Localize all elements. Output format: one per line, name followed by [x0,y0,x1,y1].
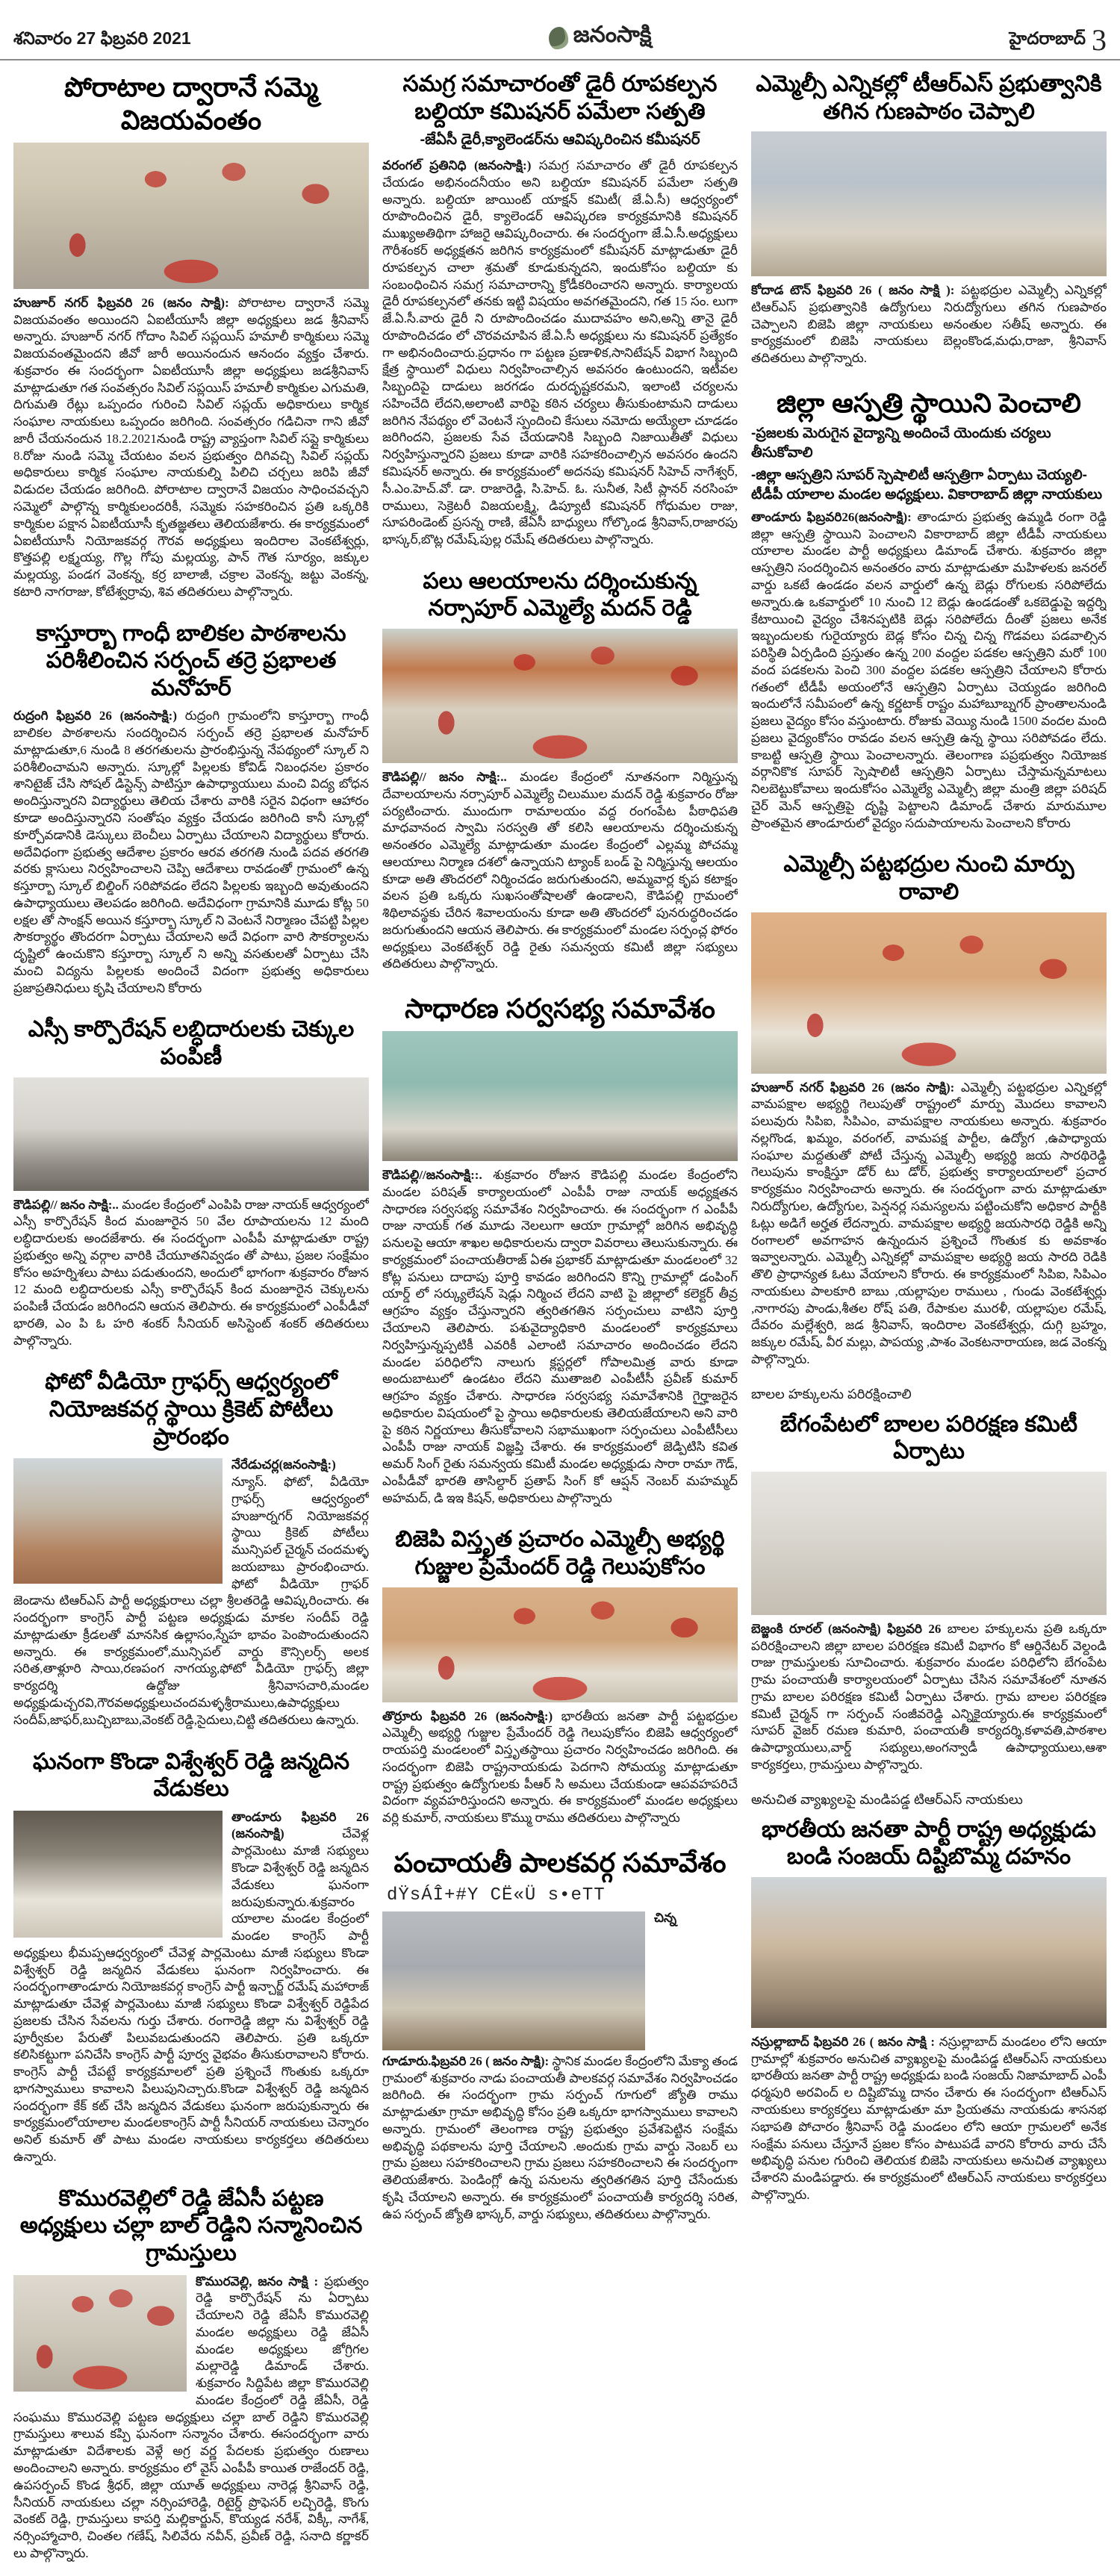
article-effigy-burning [751,1788,1107,2207]
brand-name: జనంసాక్షి [573,22,652,47]
article-headline: ఎమ్మెల్సీ ఎన్నికల్లో టీఆర్‌ఎస్ ప్రభుత్వానికి తగిన గుణపాఠం చెప్పాలి [756,72,1102,124]
photo-child-protection-oath [751,1472,1107,1615]
photo-left-parties-campaign [751,912,1107,1074]
middle-column [382,65,738,2576]
photo-temple-visit [382,629,738,763]
article-body: పోరాటాల ద్వారానే సమ్మె విజయవంతం అయిందని ఏఐటీయూసీ జిల్లా అధ్యక్షులు జడ శ్రీనివాస్ అన్నారు. హుజూర్ నగర్ గోదాం సివిల్ సప్లయిస్ హమాలీ కార్మికులు సమ్మె విజయవంతమైందని జీవో జారీ అయినందున ఆనందం వ్యక్తం చేశారు. శుక్రవారం ఈ సందర్భంగా ఏఐటీయూసీ జిల్లా అధ్యక్షులు జడశ్రీనివాస్ మాట్లాడుతూ గత సంవత్సరం సివిల్ సప్లయిస్ హమాలీ కార్మికుల ఎగుమతి, దిగుమతి రేట్లు ఒప్పందం గురించి సివిల్ సప్లయ్ అధికారులు కార్మిక సంఘాల నాయకులు ఒప్పందం జరిగింది. సంవత్సరం గడిచినా గాని జీవో జారీ చేయనందున 18.2.2021నుండి రాష్ట్ర వ్యాప్తంగా సివిల్ సప్లై కార్మికులు 8.రోజు నుండి సమ్మె చేయటం వలన ప్రభుత్వం దిగివచ్చి సివిల్ సప్లయ్ అధికారులు కార్మిక సంఘాల నాయకుల్ని పిలిచి చర్చలు జరిపి జీవో విడుదల చేయడం జరిగింది. పోరాటాల ద్వారానే విజయం సాధించవచ్చని సమ్మెలో పాల్గొన్న కార్మికులందరికీ, సమ్మెకు సహకరించిన ప్రతి ఒక్కరికి కార్మికుల పక్షాన ఏఐటీయూసీ కృతజ్ఞతలు తెలియజేశారు. ఈ కార్యక్రమంలో ఏఐటీయూసీ నియోజకవర్గ గౌరవ అధ్యక్షులు ఇందిరాల వెంకటేశ్వర్లు, కొత్తపల్లి లక్ష్మయ్య, గొల్ల గోపు మల్లయ్య, పాన్ గౌత సూర్యం, జక్కుల మల్లయ్య, పండగ వెంకన్న, కర్ర బాలాజీ, చక్రాల వెంకన్న, జట్టు వెంకన్న, కటారి నాగరాజు, కోటేశ్వర్రావు, శివ తదితరులు పాల్గొన్నారు. [13,295,369,599]
article-headline: సాధారణ సర్వసభ్య సమావేశం [405,993,715,1024]
photo-cheque-distribution [13,1077,369,1191]
article-child-protection-committee [751,1382,1107,1777]
article-dateline: రుద్రంగి ఫిబ్రవరి 26 (జనంసాక్షి:) [13,709,177,724]
photo-bjp-leaders-pamphlets [751,131,1107,276]
article-dateline: నేరేడుచర్ల(జనంసాక్షి:) [231,1457,336,1472]
article-headline: పోరాటాల ద్వారానే సమ్మె విజయవంతం [63,72,318,135]
article-panchayat-meeting [382,1841,738,2227]
article-mla-temple-visit [382,562,738,976]
article-body: మండల కేంద్రంలో నూతనంగా నిర్మిస్తున్న దేవాలయాలను నర్సాపూర్ ఎమ్మెల్యే చిలుముల మదన్ రెడ్డి శుక్రవారం రోజు పర్యటించారు. ముందుగా రామాలయం వద్ద రంగంపేట పీఠాధిపతి మాధవానంద స్వామి సరస్వతి తో కలిసి ఆలయాలను దర్శించుకున్న అనంతరం ఎమ్మెల్యే మాట్లాడుతూ మండల కేంద్రంలో ఎల్లమ్మ పోచమ్మ ఆలయాలు నిర్మాణ దశలో ఉన్నాయని ట్యాంక్ బండ్ పై నిర్మిస్తున్న ఆలయం కూడా అతి తొందరలో నిర్మించడం జరుగుతుందని, అమ్మవార్ల కృప కటాక్షం వలన ప్రతి ఒక్కరు సుఖసంతోషాలతో ఉండాలని, కౌడిపల్లి గ్రామంలో శిథిలావస్థకు చేరిన శివాలయంను కూడా అతి తొందరలో పునరుద్ధరించడం జరుగుతుందని ఆయన తెలిపారు. ఈ కార్యక్రమంలో మండల సర్పంచ్ల ఫోరం అధ్యక్షులు వెంకటేశ్వర్ రెడ్డి రైతు సమన్వయ కమిటీ జిల్లా సభ్యులు తదితరులు పాల్గొన్నారు. [382,769,738,971]
article-dateline: బెజ్జంకి రూరల్ (జనంసాక్షి) ఫిబ్రవరి 26 [751,1621,942,1636]
article-birthday-celebrations [13,1743,369,2169]
city-label: హైదరాబాద్ [1009,28,1086,48]
article-headline: సమగ్ర సమాచారంతో డైరీ రూపకల్పన బల్దియా కమిషనర్ పమేలా సత్పతి [402,72,718,124]
article-body: ప్రభుత్వం రెడ్డి కార్పొరేషన్ ను ఏర్పాటు చేయాలని రెడ్డి జేఏసీ కొమురవెల్లి మండల అధ్యక్షులు రెడ్డి జేఏసీ మండల అధ్యక్షులు జోగ్రిగల మల్లారెడ్డి డిమాండ్ చేశారు. శుక్రవారం సిద్దిపేట జిల్లా కొమురవెల్లి మండల కేంద్రంలో రెడ్డి జేఏసీ, రెడ్డి సంఘము కొమురవెల్లి పట్టణ అధ్యక్షులు చల్లా బాల్ రెడ్డిని కొమురవెల్లి గ్రామస్తులు శాలువ కప్పి ఘనంగా సన్మానం చేశారు. ఈసందర్భంగా వారు మాట్లాడుతూ విదేశాలకు వెళ్లే అగ్ర వర్ణ పేదలకు ప్రభుత్వం రుణాలు అందించాలని అన్నారు. కార్యక్రమం లో వైస్ ఎంపీపీ కాయిత రాజేందర్ రెడ్డి, ఉపసర్పంచ్ కొండ శ్రీధర్, జిల్లా యూత్ అధ్యక్షులు నారెడ్ల శ్రీనివాస్ రెడ్డి, సీనియర్ నాయకులు చల్లా నర్సింహారెడ్డి, రిటైర్డ్ ప్రొఫెసర్ లచ్చిరెడ్డి, కొంగు వెంకట్ రెడ్డి, గ్రామస్తులు కాపర్తి మల్లికార్జున్, కొయ్యడ నరేశ్, విక్కీ, నాగేశ్, నర్సింహ్మాచారి, చింతల గణేష్, సిలివేరు నవీన్, ప్రవీణ్ రెడ్డి, సనాది కర్ణాకర్ లు పాల్గొన్నారు. [13,2274,369,2560]
article-dateline: కౌడిపల్లి// జనం సాక్షి:.. [13,1197,119,1212]
article-headline: బిజెపి విస్తృత ప్రచారం ఎమ్మెల్సీ అభ్యర్థి గుజ్జుల ప్రేమేందర్ రెడ్డి గెలుపుకోసం [395,1527,725,1579]
article-body: చేవెళ్ల పార్లమెంటు మాజీ సభ్యులు కొండా విశ్వేశ్వర్ రెడ్డి జన్మదిన వేడుకలు ఘనంగా జరుపుకున్నారు.శుక్రవారం యాలాల మండల కేంద్రంలో మండల కాంగ్రెస్ పార్టీ అధ్యక్షులు భీమప్పఆధ్వర్యంలో చేవెళ్ల పార్లమెంటు మాజీ సభ్యులు కొండా విశ్వేశ్వర్ రెడ్డి జన్మదిన వేడుకలు ఘనంగా నిర్వహించారు. ఈ సందర్భంగాతాండూరు నియోజకవర్గ కాంగ్రెస్ పార్టీ ఇన్చార్జ్ రమేష్ మహారాజ్ మాట్లాడుతూ చేవెళ్ల పార్లమెంటు మాజీ సభ్యులు కొండా విశ్వేశ్వర్ రెడ్డిపేద ప్రజలకు చేసిన సేవలను గుర్తు చేశారు. రంగారెడ్డి జిల్లా ను విశ్వేశ్వర్ రెడ్డి పూర్వీకుల పేరుతో పిలువబడుతుందని తెలిపారు. ప్రతి ఒక్కరూ కలిసికట్టుగా పనిచేసి కాంగ్రెస్ పార్టీ పూర్వ వైభవం తీసుకురావాలని కోరారు. కాంగ్రెస్ పార్టీ చేపట్టే కార్యక్రమాలలో ప్రతి ప్రశ్నించే గొంతుకు ఒక్కరూ భాగస్వాములు కావాలని పిలుపునిచ్చారు.కొండా విశ్వేశ్వర్ రెడ్డి జన్మదిన సందర్భంగా కేక్ కట్ చేసి జన్మదిన వేడుకలు ఘనంగా జరుపుకున్నారు ఈ కార్యక్రమంలోయాలాల మండలకాంగ్రెస్ పార్టీ సీనియర్ నాయకులు చెన్నారం అనిల్ కుమార్ తో పాటు మండల నాయకులు కార్యకర్తలు తదితరులు ఉన్నారు. [13,1826,369,2164]
article-body: రుద్రంగి గ్రామంలోని కాస్తూర్బా గాంధీ బాలికల పాఠశాలను సందర్శించిన సర్పంచ్ తర్రె ప్రభాలత మనోహర్ మాట్లాడుతూ,6 నుండి 8 తరగతులను ప్రారంభిస్తున్న నేపథ్యంలో స్కూల్ ని పరిశీలించామని అన్నారు. స్కూల్లో పిల్లలకు కోవిడ్ నిబంధనల ప్రకారం శానిటైజ్ చేసి సోషల్ డిస్టెన్స్ పాటిస్తూ ఉపాధ్యాయులు మంచి విద్య బోధన అందిస్తున్నారని విద్యార్థులు తెలియ చేశారు వారికి సరైన విధంగా ఆహారం కూడా అందిస్తున్నారని సంతోషం వ్యక్తం చేయడం జరిగింది కానీ స్కూల్లో కూర్చోవడానికి డెస్కులు బెంచీలు ఏర్పాటు చేయాలని విద్యార్థులు కోరారు. అదేవిధంగా ప్రభుత్వ ఆదేశాల ప్రకారం ఆరవ తరగతి నుండి పదవ తరగతి వరకు క్లాసులు నిర్వహించాలని చెప్పి ఆదేశాలు రావడంతో గ్రామంలో ఉన్న కస్తూర్బా స్కూల్ బిల్డింగ్ సరిపోవడం లేదని పిల్లలకు ఇబ్బంది అవుతుందని ఉపాధ్యాయులు తెలపడం జరిగింది. అదేవిధంగా గ్రామానికి మూడు కోట్ల 50 లక్షల తో సాంక్షన్ అయిన కస్తూర్బా స్కూల్ ని వెంటనే నిర్మాణం చేపట్టి పిల్లల సౌకర్యార్థం తొందరగా ఏర్పాటు చేయాలని అదే విధంగా వారి సౌకర్యాలను దృష్టిలో ఉంచుకొని కస్తూర్బా స్కూల్ ని అన్ని వసతులతో ఏర్పాటు చేసి మంచి విద్యను పిల్లలకు అందించే విదంగా ప్రభుత్వ అధికారులు ప్రజాప్రతినిధులు కృషి చేయాలని కోరారు [13,709,369,995]
page-columns [0,65,1120,2576]
article-dateline: తొర్రూరు ఫిబ్రవరి 26 (జనంసాక్షి:) [382,1708,553,1723]
article-headline: కాస్తూర్బా గాంధీ బాలికల పాఠశాలను పరిశీలించిన సర్పంచ్ తర్రె ప్రభాలత మనోహర్ [36,620,346,700]
article-bjp-campaign [382,1520,738,1830]
article-body: నస్రుల్లాబాద్ మండలం లోని ఆయా గ్రామాల్లో శుక్రవారం అనుచిత వ్యాఖ్యలపై మండిపడ్డ టిఆర్ఎస్ నాయకులు భారతీయ జనతా పార్టీ రాష్ట్ర అధ్యక్షుడు బండి సంజయ్ నిజామాబాద్ ఎంపీ ధర్మపురి అరవింద్ ల దిష్టిబొమ్మ దానం చేశారు ఈ సందర్భంగా టిఆర్ఎస్ నాయకులు కార్యకర్తలు మాట్లాడుతూ మా ప్రియతమ నాయకుడు శాసనభ సభాపతి పోచారం శ్రీనివాస్ రెడ్డి మండలం లోని ఆయా గ్రామలలో అనేక సంక్షేమ పనులు చేస్తూనే ప్రజల కోసం పాటుపడే వారని కోరారు వారు చేసే అభివృద్ధి పనుల గురించి తెలియక బిజెపి నాయకులు అనుచిత వ్యాఖ్యలు చేశారని మండిపడ్డారు. ఈ కార్యక్రమంలో టిఆర్ఎస్ నాయకులు కార్యకర్తలు పాల్గొన్నారు. [751,2034,1107,2202]
brand [549,22,652,53]
photo-felicitation-group [13,2275,187,2392]
photo-panchayat-meeting-room [382,1911,645,2050]
article-dateline: కౌడిపల్లి// జనం సాక్షి:.. [382,769,507,784]
article-dateline: తాండూరు ఫిబ్రవరి 26 (జనంసాక్షి) [231,1809,369,1841]
article-cricket-tournament [13,1363,369,1732]
left-column [13,65,369,2576]
article-headline: కొమురవెల్లిలో రెడ్డి జేఏసీ పట్టణ అధ్యక్షులు చల్లా బాల్ రెడ్డిని సన్మానించిన గ్రామస్తులు [19,2185,363,2265]
article-dateline: తాండూరు ఫిబ్రవరి26(జనంసాక్షి): [751,509,912,524]
photo-aituc-flags-group [13,143,369,289]
article-subhead-garbled: dŸsÁÎ+#Y CË«Ü s•eTT [387,1885,606,1905]
article-dateline: నస్రుల్లాబాద్ ఫిబ్రవరి 26 ( జనం సాక్షి : [751,2034,936,2049]
article-headline: ఘనంగా కొండా విశ్వేశ్వర్ రెడ్డి జన్మదిన వేడుకలు [32,1749,350,1802]
article-baldia-diary [382,65,738,552]
photo-cake-cutting [13,1811,223,1938]
masthead-rule [0,59,1120,60]
article-headline: బేగంపేటలో బాలల పరిరక్షణ కమిటీ ఏర్పాటు [780,1411,1078,1464]
article-dateline: కౌడిపల్లి//జనంసాక్షి::. [382,1168,482,1183]
photo-bjp-campaign-group [382,1587,738,1702]
article-headline: భారతీయ జనతా పార్టీ రాష్ట్ర అధ్యక్షుడు బండి సంజయ్ దిష్టిబొమ్మ దహనం [762,1817,1096,1870]
article-subhead: -జిల్లా ఆస్పత్రిని సూపర్ స్పెషాలిటీ ఆస్పత్రిగా ఏర్పాటు చెయ్యలి- టీడీపీ యాలాల మండల అధ్యక్షులు. వికారాబాద్ జిల్లా నాయకులు [751,467,1103,503]
article-headline: ఫోటో వీడియో గ్రాఫర్స్ ఆధ్వర్యంలో నియోజకవర్గ స్థాయి క్రికెట్ పోటీలు ప్రారంభం [45,1369,337,1449]
article-headline: పలు ఆలయాలను దర్శించుకున్న నర్సాపూర్ ఎమ్మెల్యే మదన్ రెడ్డి [423,568,697,621]
article-kasturba-school [13,615,369,1001]
article-strike-success [13,65,369,604]
article-body: బాలల హక్కులను ప్రతి ఒక్కరూ పరిరక్షించాలని జిల్లా బాలల పరిరక్షణ కమిటీ విభాగం కో ఆర్డినేటర్ వెల్దండి రాజు గ్రామస్తులకు సూచించారు. శుక్రవారం మండల పరిధిలోని బేగంపేట గ్రామ పంచాయతీ కార్యాలయంలో ఏర్పాటు చేసిన సమావేశంలో నూతన గ్రామ బాలల పరిరక్షణ కమిటీ ఏర్పాటు చేశారు. గ్రామ బాలల పరిరక్షణ కమిటీ చైర్మన్ గా సర్పంచ్ సంజీవరెడ్డి ఎన్నికైయ్యారు.ఈ కార్యక్రమంలో సూపర్ వైజర్ రమణ కుమారి, పంచాయతీ కార్యదర్శి,కళావతి,పాఠశాల ఉపాధ్యాయులు,వార్డ్ సభ్యులు,అంగన్వాడీ ఉపాధ్యాయులు,ఆశా కార్యకర్తలు, గ్రామస్తులు పాల్గొన్నారు. [751,1621,1107,1772]
article-kicker: అనుచిత వ్యాఖ్యలపై మండిపడ్డ టిఆర్ఎస్ నాయకులు [751,1791,1023,1807]
article-body: ఎమ్మెల్సీ పట్టభద్రుల ఎన్నికల్లో వామపక్షాల అభ్యర్థి గెలుపుతో రాష్ట్రంలో మార్పు మొదలు కావాలని పలువురు సిపిఐ, సిపిఎం, వామపక్షాల నాయకులు అన్నారు. శుక్రవారం నల్లగొండ, ఖమ్మం, వరంగల్, వామపక్ష పార్టీల, ఉద్యోగ ,ఉపాధ్యాయ సంఘాల మద్దతుతో పోటీ చేస్తున్న ఎమ్మెల్సీ అభ్యర్థి జయ సారథిరెడ్డి గెలుపును కాంక్షిస్తూ డోర్ టు డోర్, ప్రభుత్వ కార్యాలయాలలో ప్రచార కార్యక్రమం నిర్వహించారు అన్నారు. ఈ సందర్భంగా వారు మాట్లాడుతూ నిరుద్యోగుల, ఉద్యోగుల, పెన్షనర్ల సమస్యలను పట్టించుకోని అధికార పార్టీకి ఓట్లు అడిగే అర్హత లేదన్నారు. వామపక్షాల అభ్యర్థి జయసారధి రెడ్డికి అన్ని రంగాలలో అవగాహన ఉన్నందున ప్రశ్నించే గొంతుక కు అవకాశం ఇవ్వాలన్నారు. ఎమ్మెల్సీ ఎన్నికల్లో వామపక్షాల అభ్యర్థి జయ సారది రెడికి తొలి ప్రాధాన్యత ఓటు వేయాలని కోరారు. ఈ కార్యక్రమంలో సిపిఐ, సిపిఎం నాయకులు పాలకూరి బాబు ,యల్లాపుల రాములు , గుండు వెంకటేశ్వర్లు ,నాగారపు పాండు,శీతల రోష్ పతి, రేపాకుల మురళీ, యల్లాపుల రమేష్, దేవరం మల్లేశ్వరి, జడ శ్రీనివాస్, ఇందిరాల వెంకటేశ్వర్లు, దుగ్గి బ్రహ్మం, జక్కుల రమేష్, వీర మల్లు, పాపయ్య ,పాశం వెంకటనారాయణ, జడ వెంకన్న పాల్గొన్నారు. [751,1080,1107,1366]
article-body: తాండూరు ప్రభుత్వ ఉమ్మడి రంగా రెడ్డి జిల్లా ఆస్పత్రి స్థాయిని పెంచాలని వికారాబాద్ జిల్లా టీడీపీ నాయకులు యాలాల మండల పార్టీ అధ్యక్షులు డిమాండ్ చేశారు. శుక్రవారం జిల్లా ఆస్పత్రిని సందర్శించిన అనంతరం వారు మాట్లాడుతూ మహిళలకు జనరల్ వార్డు ఒకటే ఉండడం వలన వార్డులో ఉన్న బెడ్లు రోగులకు సరిపోలేదు అన్నారు.ఉ ఒకవార్డులో 10 నుంచి 12 బెడ్లు ఉండడంతో ఒకబెడ్డుపై ఇద్దర్ని కేటాయించి వైద్యం చేశినప్పటికి బెడ్లు సరిపోలేదు దీంతో ప్రజలు అనేక ఇబ్బందులకు గురైయ్యారు బెడ్ల కోసం చిన్న చిన్న గొడవలు పడవాల్సిన పరిస్థితి ఏర్పడింది ప్రస్తుతం ఉన్న 200 వంద్దల పడకల ఆస్పత్రిని మరో 100 వంద పడకలను పెంచి 300 వంద్దల పడకల ఆస్పత్రిని చేయాలని కోరారు గతంలో టీడీపీ అయంలోనే ఆస్పత్రిని ఏర్పాటు చెయ్యడం జరిగింది ఇందులోనే సమీపంలో ఉన్న కర్ణటాక్ రాష్టం మహాబూబ్నగర్ ప్రాంతాలనుండి ప్రజలు వైద్యం కోసం వస్తుంటారు. రోజుకు వెయ్యి నుండి 1500 వందల మంది ప్రజలు వైద్యంకోసం రావడం వలన ఆస్పత్రి ఉన్న స్థాయి సరిపోవడం లేదు. కాబట్టి ఆస్పత్రి స్థాయి పెంచాలన్నారు. తెలంగాణ పప్రభుత్వం నియోజక వర్గానికొక సూపర్ స్పెషాలిటీ ఆస్పత్రిని ఏర్పాటు చేస్తామన్నమాటలు నిలబెట్టుకోవాలు ఇందుకోసం ఎమ్మెల్యే ఎమ్మెల్సీ జిల్లా మంత్రి జిల్లా పరిషద్ చైర్ మెన్ ఆస్పత్రిపై దృష్టి పెట్టాలని డిమాండ్ చేశారు మారుమూల ప్రాంతమైన తాండూరులో వైద్యం సదుపాయాలను పెంచాలని కోరారు [751,509,1107,830]
article-dateline: చిన్న గూడూరు.ఫిబ్రవరి 26 ( జనం సాక్షి): [382,1910,677,2068]
article-reddy-jac-felicitation [13,2180,369,2566]
article-body: పట్టభద్రుల ఎమ్మెల్సీ ఎన్నికల్లో టిఆర్ఎస్ ప్రభుత్వానికి ఉద్యోగులు నిరుద్యోగులు తగిన గుణపాఠం చెప్పాలని బిజెపి జిల్లా నాయకులు అనంతుల సతీష్ అన్నారు. ఈ కార్యక్రమంలో బిజెపి నాయకులు బెల్లంకొండ,మధు,రాజా, శ్రీనివాస్ తదితరులు పాల్గొన్నారు. [751,283,1107,366]
article-general-body-meeting [382,986,738,1510]
article-headline: ఎమ్మెల్సీ పట్టభద్రుల నుంచి మార్పు రావాలి [783,852,1074,905]
right-column [751,65,1107,2576]
photo-general-body-meeting [382,1031,738,1161]
article-body: సమగ్ర సమాచారం తో డైరీ రూపకల్పన చేయడం అభినందనీయం అని బల్దియా కమిషనర్ పమేలా సత్పతి అన్నారు. బల్దియా జాయింట్ యాక్షన్ కమిటీ( జే.ఏ.సీ) ఆధ్వర్యంలో రూపొందించిన డైరీ, క్యాలెండర్ ఆవిష్కరణ కార్యక్రమానికి కమిషనర్ ముఖ్యఅతిథిగా హాజరై ఆవిష్కరించారు. ఈ సందర్భంగా జే.ఏ.సీ.అధ్యక్షులు గౌరీశంకర్ అధ్యక్షతన జరిగిన కార్యక్రమంలో కమీషనర్ మాట్లాడుతూ డైరీ రూపకల్పన చాలా శ్రమతో కూడుకున్నదని, ఇందుకోసం బల్దియా కు సంబంధించిన సమగ్ర సమాచారాన్ని క్రోడీకరించారని అన్నారు. కార్యాలయ డైరీ రూపకల్పనలో తనకు ఇట్టి విషయం అవగతమైందని, గత 15 సం. లుగా జే.ఏ.సీ.వారు డైరీ ని రూపొందించడం ముదావహం అని,అన్ని తానై డైరీ రూపొందిచడం లో చొరవచూపిన జే.ఏ.సీ అధ్యక్షులు ను కమిషనర్ ప్రత్యేకం గా అభినందించారు.ప్రధానం గా పట్టణ ప్రణాళిక,సానిటేషన్ విభాగ సిబ్బంది క్షేత్ర స్థాయిలో విధులు నిర్వహించాల్సిన అవసరం ఉంటుందని, ఇటీవల సిబ్బందిపై దాడులు జరగడం దురదృష్టకరమని, ఇలాంటి చర్యలను సహించేది లేదని,అలాంటి వారిపై కఠిన చర్యలు తీసుకుంటామని దాడులు జరిగిన నేపథ్యం లో వెంటనే స్పందించి కేసులు నమోదు అయ్యేలా చూడడం జరిగిందని, ప్రజలకు సేవ చేయడానికి సిబ్బంది నిజాయితీతో విధులు నిర్వహిస్తున్నారని ప్రజలు కూడా వారికి సహకరించాల్సిన అవసరం ఉందని కమిషనర్ అన్నారు. ఈ కార్యక్రమంలో అదనపు కమిషనర్ సిహెచ్ నాగేశ్వర్, సీ.ఎం.హెచ్.వో. డా. రాజారెడ్డి, సి.హెచ్. ఓ. సునీత, సిటీ ప్లానర్ నరసింహ రాములు, సెక్రెటరీ విజయలక్ష్మి, డిప్యూటీ కమిషనర్ గోధుమల రాజు, సూపరిండెంట్ ప్రసన్న రాణి, జేఏసీ బాధ్యులు గోల్కొండ శ్రీనివాస్,రాజారపు భాస్కర్,బొట్ల రమేష్,పుల్ల రమేష్ తదితరులు పాల్గొన్నారు. [382,158,738,547]
article-subhead: -జేఏసీ డైరీ,క్యాలెండర్‌ను ఆవిష్కరించిన కమీషనర్ [420,131,700,149]
article-headline: ఎస్సీ కార్పొరేషన్ లబ్ధిదారులకు చెక్కుల పంపిణీ [28,1017,355,1069]
article-headline: పంచాయతీ పాలకవర్గ సమావేశం [393,1847,727,1878]
masthead [0,0,1120,59]
article-dateline: హుజూర్ నగర్ ఫిబ్రవరి 26 (జనం సాక్షి): [13,295,229,310]
city-and-page [1009,23,1107,57]
article-dateline: వరంగల్ ప్రతినిధి (జనంసాక్షి:) [382,158,532,173]
article-dateline: కొమురవెల్లి, జనం సాక్షి : [196,2274,319,2289]
article-dateline: హుజూర్ నగర్ ఫిబ్రవరి 26 (జనం సాక్షి): [751,1080,955,1095]
article-mlc-graduates-change [751,845,1107,1371]
photo-effigy-burning-protest [751,1877,1107,2028]
article-sc-corporation-cheques [13,1010,369,1352]
page-date: శనివారం 27 ఫిబ్రవరి 2021 [13,28,191,48]
brand-logo-icon [549,27,568,49]
article-body: మండల కేంద్రంలో ఎంపిపి రాజు నాయక్ ఆధ్వర్యంలో ఎస్సీ కార్పొరేషన్ కింద మంజూరైన 50 వేల రూపాయలను 12 మంది లబ్ధిదారులకు అందజేశారు. ఈ సందర్భంగా ఎంపీపీ మాట్లాడుతూ రాష్ట్ర ప్రభుత్వం అన్ని వర్గాల వారికి చేయూతనివ్వడం తో పాటు, ప్రజల సంక్షేమం కోసం అహర్నిశలు పాటు పడుతుందని, అందులో భాగంగా శుక్రవారం రోజున 12 మంది లబ్ధిదారులకు ఎస్సీ కార్పొరేషన్ కింద మంజూరైన చెక్కులను పంపిణీ చేయడం జరిగిందని ఆయన తెలిపారు. ఈ కార్యక్రమంలో ఎంపీడీవో భారతి, ఎం పి ఓ హరి శంకర్ సీనియర్ అసిస్టెంట్ శంకర్ తదితరులు పాల్గొన్నారు. [13,1197,369,1348]
article-district-hospital [751,381,1107,835]
page-number: 3 [1092,23,1107,57]
article-trs-lesson [751,65,1107,370]
article-body: శుక్రవారం రోజున కౌడిపల్లి మండల కేంద్రంలోని మండల పరిషత్ కార్యాలయంలో ఎంపీపీ రాజు నాయక్ అధ్యక్షతన సాధారణ సర్వసభ్య సమావేశం నిర్వహించారు. ఈ సందర్భంగా గ ఎంపీపీ రాజు నాయక్ గత మూడు నెలలుగా ఆయా గ్రామాల్లో జరిగిన అభివృద్ధి పనులపై ఆయా శాఖల అధికారులను ద్వారా వివరాలు తెలుసుకున్నారు. ఈ కార్యక్రమంలో పంచాయతీరాజ్ ఏఈ ప్రభాకర్ మాట్లాడుతూ మండలంలో 32 కోట్ల పనులు దాదాపు పూర్తి కావడం జరిగిందని కొన్ని గ్రామాల్లో డంపింగ్ యార్డ్ లో సర్క్యులేషన్ షెడ్లు నిర్మించ లేదని వాటి పై జిల్లాలో కలెక్టర్ తీవ్ర ఆగ్రహం వ్యక్తం చేస్తున్నారని త్వరితగతిన సర్పంచులు వాటిని పూర్తి చేయాలని తెలిపారు. పశువైద్యాధికారి మండలంలో కార్యక్రమాలు నిర్వహిస్తున్నప్పటికీ ఎవరికీ ఎలాంటి సమాచారం అందించడం లేదని మండల పరిధిలోని నాలుగు క్లస్టర్లలో గోపాలమిత్ర వారు కూడా అందుబాటులో ఉండటం లేదని ముతాజలి ఎంపీటీసీ ప్రవీణ్ కుమార్ ఆగ్రహం వ్యక్తం చేశారు. సాధారణ సర్వసభ్య సమావేశానికి గైర్హాజరైన అధికారుల విషయంలో పై స్థాయి అధికారులకు తెలియజేయాలని అని వారి పై కఠిన నిర్ణయాలు తీసుకోవాలని సభాముఖంగా సర్పంచులు ఎంపీటీసీలు ఎంపీపీ రాజు నాయక్ విజ్ఞప్తి చేశారు. ఈ కార్యక్రమంలో జెడ్పిటిసి కవిత అమర్ సింగ్ రైతు సమన్వయ కమిటీ మండల అధ్యక్షుడు సారా రామా గౌడ్, ఎంపీడీవో భారతి తాసిల్దార్ ప్రతాప్ సింగ్ కో ఆప్షన్ నెంబర్ మహమ్మద్ అహమద్, డి ఇఇ కిషన్, అధికారులు పాల్గొన్నారు [382,1168,738,1505]
article-body: స్థానిక మండల కేంద్రంలోని మేక్యా తండ గ్రామంలో శుక్రవారం నాడు పంచాయతీ పాలకవర్గ సమావేశం నిర్వహించడం జరిగింది. ఈ సందర్భంగా గ్రామ సర్పంచ్ గూగులో జ్యోతి రాము మాట్లాడుతూ గ్రామా అభివృద్ధి కోసం ప్రతి ఒక్కరూ భాగస్వాములు కావాలని అన్నారు. గ్రామంలో తెలంగాణ రాష్ట్ర ప్రభుత్వం ప్రవేశపెట్టిన సంక్షేమ అభివృద్ధి పథకాలను పూర్తి చేయాలని .అందుకు గ్రామ వార్డు నెంబర్ లు గ్రామ ప్రజలు సహకరించాలని గ్రామ ప్రజలు సహకరించాలని ఈ సందర్భంగా తెలియజేశారు. పెండింగ్లో ఉన్న పనులను త్వరితగతిన పూర్తి చేసేందుకు కృషి చేయాలని అన్నారు. ఈ కార్యక్రమంలో పంచాయతీ కార్యదర్శి సరిత, ఉప సర్పంచ్ జ్యోతి భాస్కర్, వార్డు సభ్యులు, తదితరులు పాల్గొన్నారు. [382,2053,738,2221]
article-subhead: -ప్రజలకు మెరుగైన వైద్యాన్ని అందించే యెందుకు చర్యలు తీసుకోవాలి [751,425,1051,461]
article-body: న్యూస్. ఫోటో, వీడియో గ్రాఫర్స్ ఆధ్వర్యంలో హుజూర్నగర్ నియోజకవర్గ స్థాయి క్రికెట్ పోటీలు మున్సిపల్ చైర్మన్ చందమళ్ళ జయబాబు ప్రారంభించారు. ఫోటో వీడియో గ్రాఫర్ జెండాను టిఆర్ఎస్ పార్టీ అధ్యక్షురాలు చల్లా శ్రీలతరెడ్డి ఆవిష్కరించారు. ఈ సందర్భంగా కాంగ్రెస్ పార్టీ పట్టణ అధ్యక్షుడు మాకల సందీప్ రెడ్డి మాట్లాడుతూ క్రీడలతో మానసిక ఉల్లాసం,స్నేహ భావం పెంపొందుతుందని అన్నారు. ఈ కార్యక్రమంలో,మున్సిపల్ వార్డు కౌన్సిలర్స్ అలక సరిత,తాళ్లూరి సాయి,రణపంగ నాగయ్య,ఫోటో వీడియో గ్రాఫర్స్ జిల్లా కార్యదర్శి ఉద్దోజు శ్రీనివాసచారి,మండల అధ్యక్షుడుచ్చరవి,గౌరవఅధ్యక్షులుచందమళ్ళశ్రీరాములు,ఉపాధ్యక్షులు సందీప్,జాఫర్,బుచ్చిబాబు,వెంకట్ రెడ్డి,సైదులు,చిట్టి తదితరులు ఉన్నారు. [13,1475,369,1727]
photo-ribbon-cutting [13,1458,223,1584]
article-kicker: బాలల హక్కులను పరిరక్షించాలి [751,1386,912,1401]
article-body: భారతీయ జనతా పార్టీ పట్టభద్రుల ఎమ్మెల్సీ అభ్యర్థి గుజ్జుల ప్రేమేందర్ రెడ్డి గెలుపుకోసం బిజెపి ఆధ్వర్యంలో రాయపర్తి మండలంలో విస్తృతస్థాయి ప్రచారం నిర్వహించడం జరిగింది. ఈ సందర్భంగా బిజెపి రాష్ట్రనాయకుడు పెదగాని సోమయ్య మాట్లాడుతూ రాష్ట్ర ప్రభుత్వం ఉద్యోగులకు పీఆర్ సి అమలు చేయకుండా ఆపవహపరిచే విదంగా వ్యవహరిస్తుందని అన్నారు. ఈ కార్యక్రమంలో మండల అధ్యక్షులు వర్లి కుమార్, నాయకులు కొమ్ము రాము తదితరులు పాల్గొన్నారు [382,1708,738,1826]
article-dateline: కోదాడ టౌన్ ఫిబ్రవరి 26 ( జనం సాక్షి ): [751,283,955,298]
article-headline: జిల్లా ఆస్పత్రి స్థాయిని పెంచాలి [777,388,1081,419]
